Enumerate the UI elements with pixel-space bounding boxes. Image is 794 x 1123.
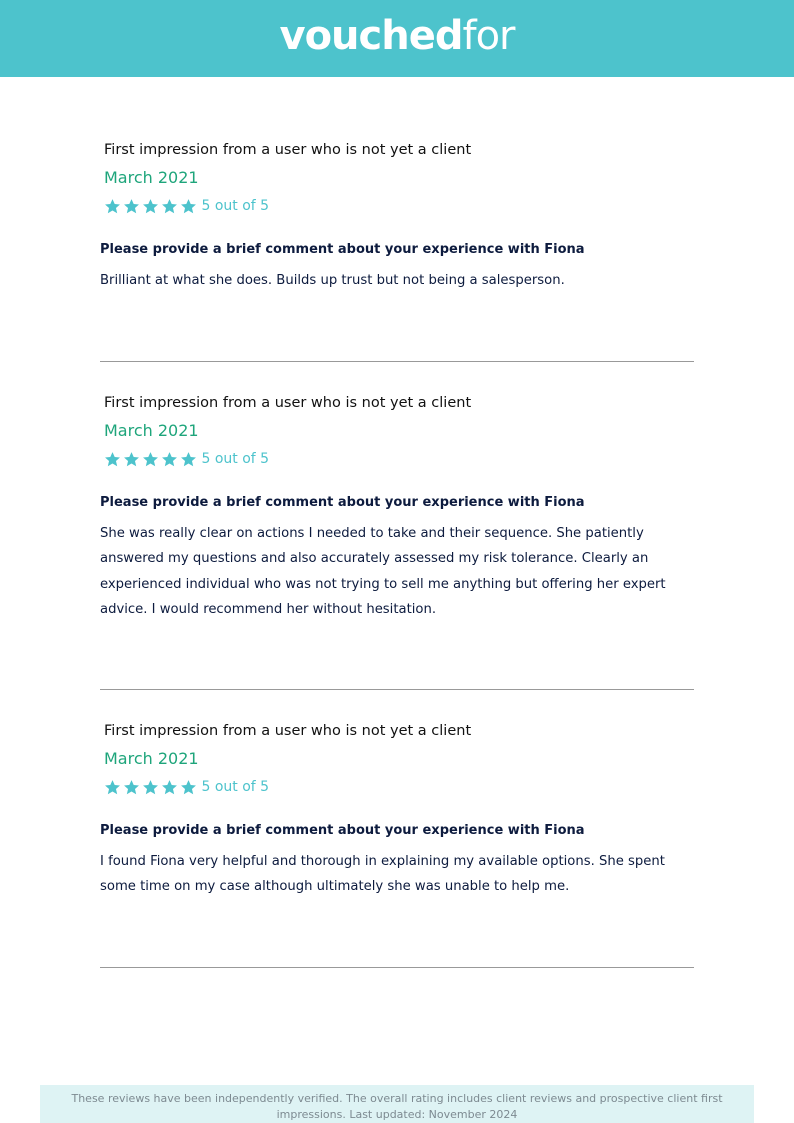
star-icon <box>180 779 198 796</box>
header-bar <box>0 0 794 77</box>
review-question: Please provide a brief comment about your experience with Fiona <box>100 823 585 838</box>
logo-part-vouched: vouched <box>279 12 463 59</box>
review-rating <box>104 776 694 798</box>
divider <box>100 361 694 362</box>
review-question: Please provide a brief comment about your experience with Fiona <box>100 495 585 510</box>
review-date: March 2021 <box>104 421 199 440</box>
review-title: First impression from a user who is not yet a client <box>104 142 472 158</box>
review-question: Please provide a brief comment about your experience with Fiona <box>100 242 585 257</box>
review-comment: She was really clear on actions I needed to take and their sequence. She patiently answered my questions and also accurately assessed my risk tolerance. Clearly an experienced individual who was not trying to sell me anything but offering her expert advice. I would recommend her without hesitation. <box>100 526 666 617</box>
star-icon <box>123 198 141 215</box>
star-icon <box>142 198 160 215</box>
review-card <box>100 142 694 293</box>
star-icon <box>123 779 141 796</box>
star-icon <box>104 779 122 796</box>
review-title: First impression from a user who is not yet a client <box>104 723 472 739</box>
logo-part-for: for <box>462 12 515 59</box>
star-rating <box>104 451 199 468</box>
star-icon <box>161 779 179 796</box>
star-icon <box>142 451 160 468</box>
star-rating <box>104 779 199 796</box>
star-icon <box>104 451 122 468</box>
review-rating <box>104 195 694 217</box>
review-comment: I found Fiona very helpful and thorough in explaining my available options. She spent some time on my case although ultimately she was unable to help me. <box>100 854 665 895</box>
review-title: First impression from a user who is not yet a client <box>104 395 472 411</box>
rating-text: 5 out of 5 <box>201 198 270 214</box>
divider <box>100 689 694 690</box>
review-date: March 2021 <box>104 749 199 768</box>
star-icon <box>180 198 198 215</box>
review-comment: Brilliant at what she does. Builds up trust but not being a salesperson. <box>100 273 565 288</box>
rating-text: 5 out of 5 <box>201 779 270 795</box>
star-rating <box>104 198 199 215</box>
review-card <box>100 395 694 622</box>
divider <box>100 967 694 968</box>
star-icon <box>161 451 179 468</box>
star-icon <box>180 451 198 468</box>
star-icon <box>161 198 179 215</box>
rating-text: 5 out of 5 <box>201 451 270 467</box>
footer-note: These reviews have been independently verified. The overall rating includes client reviews and prospective client first impressions. Last updated: November 2024 <box>40 1085 754 1123</box>
star-icon <box>104 198 122 215</box>
review-card <box>100 723 694 900</box>
review-rating <box>104 448 694 470</box>
review-date: March 2021 <box>104 168 199 187</box>
vouchedfor-logo[interactable] <box>280 13 515 59</box>
star-icon <box>123 451 141 468</box>
star-icon <box>142 779 160 796</box>
